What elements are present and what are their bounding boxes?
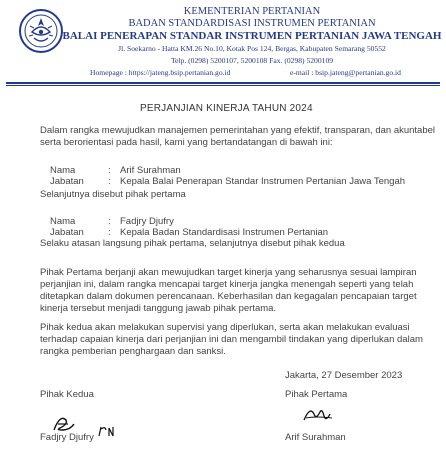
ministry-name: KEMENTERIAN PERTANIAN	[183, 6, 321, 17]
ministry-logo	[18, 8, 64, 54]
party2-name-colon: :	[108, 216, 111, 227]
document-title: PERJANJIAN KINERJA TAHUN 2024	[140, 103, 313, 114]
agency-name: BADAN STANDARDISASI INSTRUMEN PERTANIAN	[128, 18, 376, 29]
intro-line-1: Dalam rangka mewujudkan manajemen pemerintahan yang efektif, transparan, dan akuntabel	[40, 125, 436, 136]
office-phone: Telp. (0298) 5200107, 5200108 Fax. (0298) 5200109	[170, 56, 334, 65]
para1-line-2: perjanjian ini, dalam rangka mencapai target kinerja jangka menengah seperti yang telah	[40, 279, 414, 290]
header-rule-thick	[6, 82, 440, 84]
para1-line-3: ditetapkan dalam dokumen perencanaan. Keberhasilan dan kegagalan pencapaian target	[40, 291, 417, 302]
party1-name-value: Arif Surahman	[120, 165, 181, 176]
office-address: Jl. Soekarno - Hatta KM.26 No.10, Kotak Pos 124, Bergas, Kabupaten Semarang 50552	[118, 44, 386, 53]
left-sign-title: Pihak Kedua	[40, 389, 94, 400]
office-email: e-mail : bsip.jateng@pertanian.go.id	[290, 68, 401, 77]
para2-line-3: rangka pemberian penghargaan dan sanksi.	[40, 346, 226, 357]
party1-position-label: Jabatan	[50, 176, 84, 187]
para1-line-4: kinerja tersebut menjadi tanggung jawab pihak pertama.	[40, 303, 277, 314]
right-signer-name: Arif Surahman	[285, 432, 346, 443]
party2-position-label: Jabatan	[50, 227, 84, 238]
right-signature	[300, 402, 336, 428]
party2-note: Selaku atasan langsung pihak pertama, selanjutnya disebut pihak kedua	[40, 238, 345, 249]
party1-name-colon: :	[108, 165, 111, 176]
intro-line-2: serta berorientasi pada hasil, kami yang bertandatangan di bawah ini:	[40, 137, 333, 148]
party2-name-label: Nama	[50, 216, 76, 227]
party2-position-value: Kepala Badan Standardisasi Instrumen Pertanian	[120, 227, 329, 238]
right-sign-title: Pihak Pertama	[285, 389, 348, 400]
header-rule-thin	[6, 85, 440, 86]
para2-line-2: terhadap capaian kinerja dari perjanjian ini dan mengambil tindakan yang diperlukan dalam	[40, 334, 423, 345]
office-name: BALAI PENERAPAN STANDAR INSTRUMEN PERTANIAN JAWA TENGAH	[62, 30, 442, 42]
office-homepage: Homepage : https://jateng.bsip.pertanian.go.id	[90, 68, 231, 77]
party1-position-colon: :	[108, 176, 111, 187]
party2-position-colon: :	[108, 227, 111, 238]
left-signer-name: Fadjry Djufry	[40, 432, 94, 443]
party2-name-value: Fadjry Djufry	[120, 216, 174, 227]
party1-position-value: Kepala Balai Penerapan Standar Instrumen Pertanian Jawa Tengah	[120, 176, 406, 187]
left-paraf	[96, 424, 116, 438]
party1-name-label: Nama	[50, 165, 76, 176]
party1-note: Selanjutnya disebut pihak pertama	[40, 189, 186, 200]
para2-line-1: Pihak kedua akan melakukan supervisi yang diperlukan, serta akan melakukan evaluasi	[40, 322, 410, 333]
para1-line-1: Pihak Pertama berjanji akan mewujudkan target kinerja yang seharusnya sesuai lampiran	[40, 267, 417, 278]
place-date: Jakarta, 27 Desember 2023	[285, 370, 403, 381]
